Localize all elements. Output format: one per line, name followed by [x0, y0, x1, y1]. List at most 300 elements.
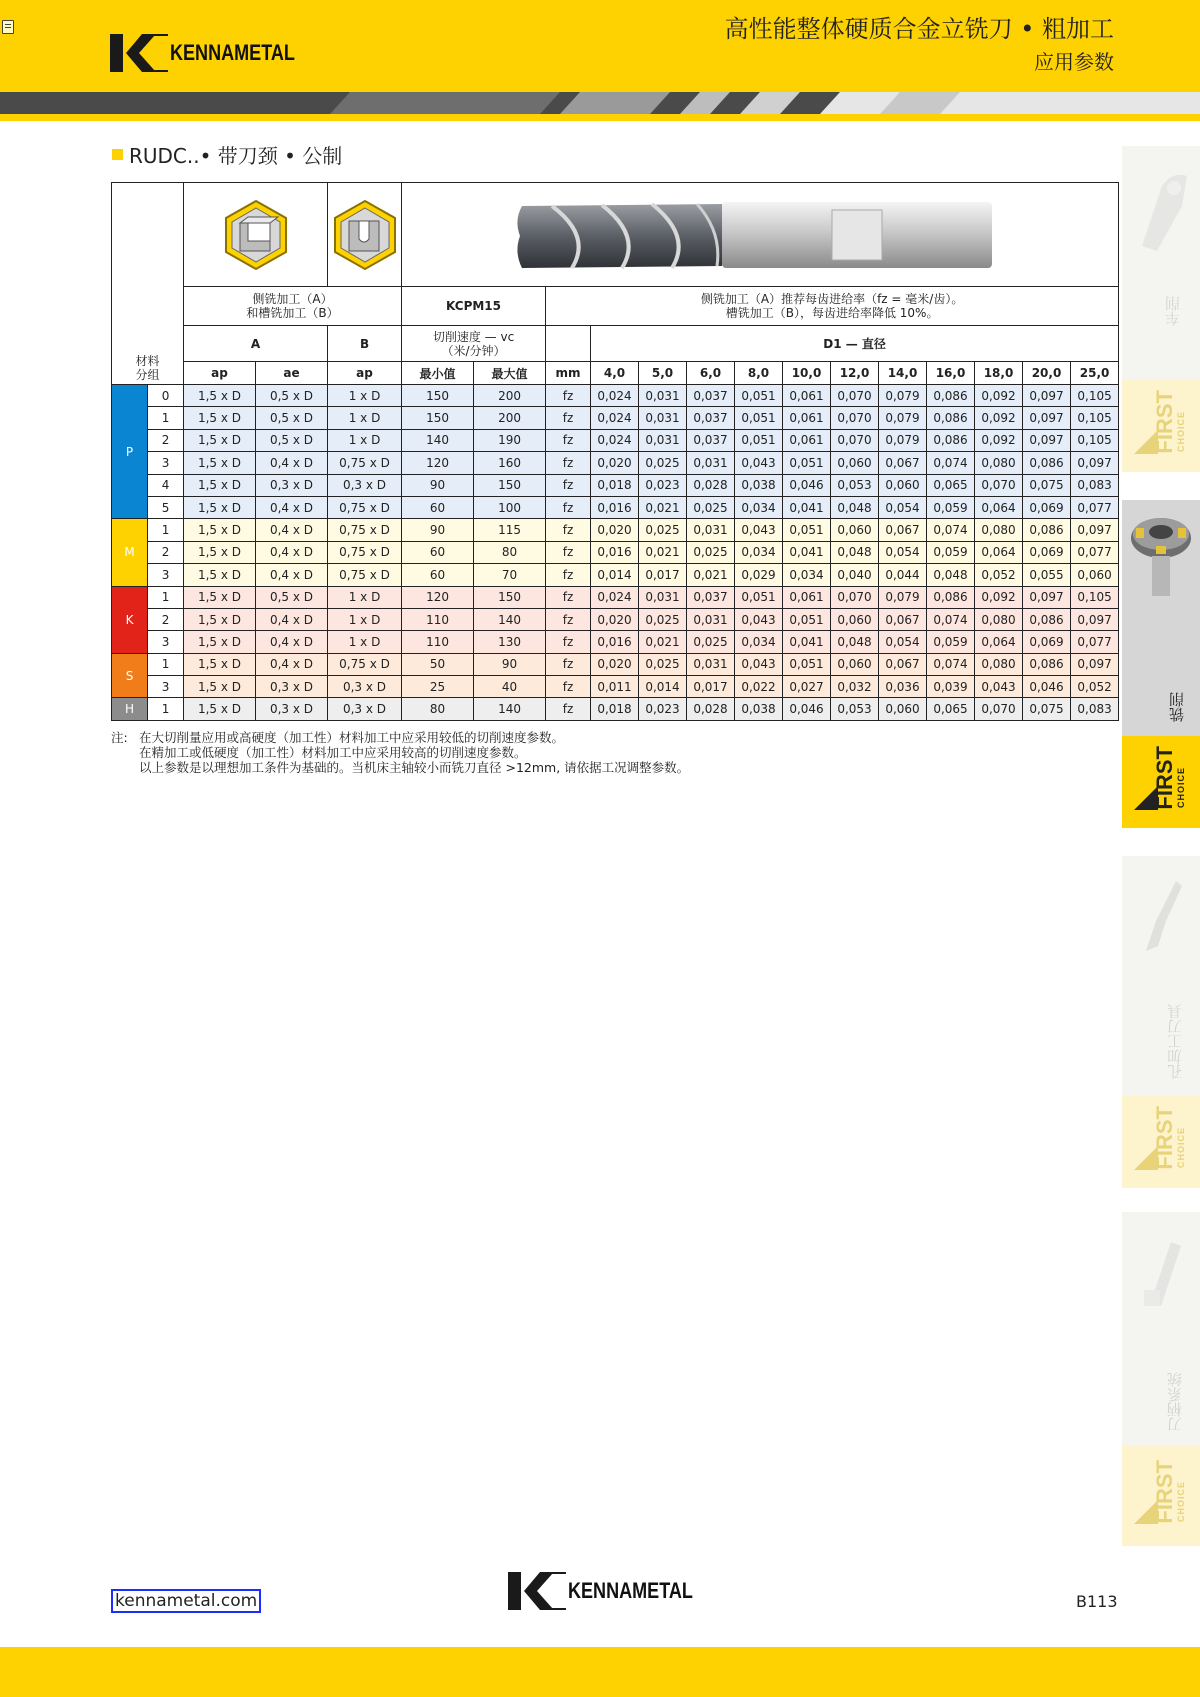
material-subgroup-cell: 1 — [148, 407, 184, 429]
unit-cell: fz — [546, 631, 591, 653]
square-bullet-icon — [112, 149, 123, 160]
feed-value-cell: 0,020 — [591, 653, 639, 675]
badge-choice: CHOICE — [1176, 766, 1186, 808]
feed-value-cell: 0,077 — [1071, 496, 1119, 518]
feed-value-cell: 0,020 — [591, 452, 639, 474]
milling-mode-header — [184, 287, 402, 326]
feed-value-cell: 0,025 — [639, 608, 687, 630]
feed-value-cell: 0,086 — [1023, 519, 1071, 541]
kennametal-k-icon — [508, 1572, 566, 1610]
feed-value-cell: 0,027 — [783, 676, 831, 698]
feed-value-cell: 0,086 — [927, 385, 975, 407]
mode-label-line2: 和槽铣加工（B） — [246, 306, 339, 320]
unit-cell: fz — [546, 385, 591, 407]
material-label-line1: 材料 — [135, 354, 160, 368]
vc-min-cell: 90 — [402, 474, 474, 496]
ae-cell: 0,4 x D — [256, 608, 328, 630]
feed-value-cell: 0,041 — [783, 496, 831, 518]
feed-value-cell: 0,075 — [1023, 474, 1071, 496]
feed-value-cell: 0,025 — [639, 519, 687, 541]
header-brand-text: KENNAMETAL — [170, 40, 295, 65]
feed-value-cell: 0,054 — [879, 496, 927, 518]
feed-value-cell: 0,041 — [783, 631, 831, 653]
feed-value-cell: 0,075 — [1023, 698, 1071, 720]
feed-value-cell: 0,080 — [975, 452, 1023, 474]
feed-value-cell: 0,079 — [879, 586, 927, 608]
feed-value-cell: 0,080 — [975, 653, 1023, 675]
ap-a-cell: 1,5 x D — [184, 474, 256, 496]
subheader-mm: mm — [546, 362, 591, 385]
ap-b-cell: 0,75 x D — [328, 653, 402, 675]
feed-value-cell: 0,083 — [1071, 698, 1119, 720]
subheader-ap-b: ap — [328, 362, 402, 385]
table-row — [112, 608, 1119, 630]
vc-max-cell: 80 — [474, 541, 546, 563]
feed-value-cell: 0,053 — [831, 474, 879, 496]
side-tab-holemaking[interactable] — [1122, 856, 1200, 1096]
vc-min-cell: 60 — [402, 564, 474, 586]
unit-cell: fz — [546, 452, 591, 474]
vc-max-cell: 130 — [474, 631, 546, 653]
feed-value-cell: 0,017 — [639, 564, 687, 586]
feed-value-cell: 0,086 — [1023, 608, 1071, 630]
feed-value-cell: 0,070 — [831, 407, 879, 429]
material-subgroup-cell: 0 — [148, 385, 184, 407]
feed-value-cell: 0,080 — [975, 519, 1023, 541]
material-subgroup-cell: 3 — [148, 564, 184, 586]
end-mill-image-cell — [402, 183, 1119, 287]
side-tab-tooling-first[interactable] — [1122, 1446, 1200, 1546]
ap-a-cell: 1,5 x D — [184, 586, 256, 608]
vc-max-cell: 200 — [474, 385, 546, 407]
feed-value-cell: 0,092 — [975, 429, 1023, 451]
feed-value-cell: 0,097 — [1023, 407, 1071, 429]
table-row — [112, 586, 1119, 608]
badge-choice: CHOICE — [1176, 410, 1186, 452]
feed-note-line1: 侧铣加工（A）推荐每齿进给率（fz = 毫米/齿）。 — [700, 292, 964, 306]
side-tab-turning[interactable] — [1122, 146, 1200, 380]
feed-value-cell: 0,011 — [591, 676, 639, 698]
vc-min-cell: 150 — [402, 385, 474, 407]
feed-value-cell: 0,097 — [1071, 452, 1119, 474]
feed-value-cell: 0,052 — [975, 564, 1023, 586]
feed-value-cell: 0,031 — [687, 653, 735, 675]
feed-value-cell: 0,051 — [735, 586, 783, 608]
feed-value-cell: 0,086 — [927, 429, 975, 451]
feed-value-cell: 0,024 — [591, 586, 639, 608]
table-row — [112, 564, 1119, 586]
side-milling-icon-cell — [184, 183, 328, 287]
feed-value-cell: 0,051 — [783, 519, 831, 541]
side-tab-tooling[interactable] — [1122, 1212, 1200, 1446]
material-subgroup-cell: 4 — [148, 474, 184, 496]
vc-min-cell: 60 — [402, 496, 474, 518]
feed-value-cell: 0,060 — [831, 608, 879, 630]
feed-value-cell: 0,021 — [687, 564, 735, 586]
vc-max-cell: 200 — [474, 407, 546, 429]
table-row — [112, 698, 1119, 720]
feed-value-cell: 0,060 — [879, 698, 927, 720]
unit-cell: fz — [546, 407, 591, 429]
unit-cell: fz — [546, 564, 591, 586]
diameter-col: 12,0 — [831, 362, 879, 385]
feed-value-cell: 0,014 — [639, 676, 687, 698]
feed-value-cell: 0,020 — [591, 608, 639, 630]
feed-value-cell: 0,016 — [591, 631, 639, 653]
feed-value-cell: 0,018 — [591, 474, 639, 496]
feed-value-cell: 0,065 — [927, 698, 975, 720]
material-subgroup-cell: 1 — [148, 698, 184, 720]
feed-value-cell: 0,105 — [1071, 385, 1119, 407]
ae-cell: 0,3 x D — [256, 676, 328, 698]
feed-value-cell: 0,039 — [927, 676, 975, 698]
feed-value-cell: 0,038 — [735, 474, 783, 496]
feed-value-cell: 0,031 — [687, 608, 735, 630]
diameter-col: 18,0 — [975, 362, 1023, 385]
tool-holder-icon — [1136, 1232, 1186, 1312]
feed-value-cell: 0,054 — [879, 541, 927, 563]
feed-value-cell: 0,060 — [831, 519, 879, 541]
footer-logo — [508, 1572, 720, 1610]
subheader-ae: ae — [256, 362, 328, 385]
material-subgroup-cell: 1 — [148, 586, 184, 608]
material-subgroup-cell: 3 — [148, 452, 184, 474]
vc-min-cell: 110 — [402, 608, 474, 630]
feed-value-cell: 0,070 — [975, 698, 1023, 720]
slot-milling-icon — [331, 199, 399, 271]
ae-cell: 0,3 x D — [256, 698, 328, 720]
feed-value-cell: 0,070 — [831, 429, 879, 451]
ap-b-cell: 0,75 x D — [328, 452, 402, 474]
material-subgroup-cell: 2 — [148, 429, 184, 451]
footer-brand-text: KENNAMETAL — [568, 1578, 693, 1603]
feed-value-cell: 0,055 — [1023, 564, 1071, 586]
header-stripe — [0, 92, 1200, 114]
material-group-cell: H — [112, 698, 148, 720]
feed-value-cell: 0,060 — [831, 653, 879, 675]
feed-value-cell: 0,016 — [591, 541, 639, 563]
unit-cell: fz — [546, 519, 591, 541]
feed-value-cell: 0,097 — [1023, 429, 1071, 451]
feed-value-cell: 0,069 — [1023, 541, 1071, 563]
table-row — [112, 385, 1119, 407]
ap-a-cell: 1,5 x D — [184, 385, 256, 407]
vc-max-cell: 100 — [474, 496, 546, 518]
side-tab-turning-first[interactable] — [1122, 380, 1200, 472]
vc-max-cell: 190 — [474, 429, 546, 451]
section-title-text: RUDC..• 带刀颈 • 公制 — [129, 144, 343, 168]
ae-cell: 0,4 x D — [256, 541, 328, 563]
cutting-parameters-table — [111, 182, 1119, 721]
feed-value-cell: 0,079 — [879, 407, 927, 429]
first-choice-badge — [1134, 1106, 1186, 1170]
feed-value-cell: 0,025 — [687, 541, 735, 563]
side-milling-icon — [222, 199, 290, 271]
feed-value-cell: 0,014 — [591, 564, 639, 586]
feed-value-cell: 0,074 — [927, 653, 975, 675]
feed-note-header — [546, 287, 1119, 326]
feed-value-cell: 0,069 — [1023, 631, 1071, 653]
feed-value-cell: 0,046 — [783, 474, 831, 496]
feed-value-cell: 0,034 — [735, 541, 783, 563]
material-group-cell: P — [112, 385, 148, 519]
feed-value-cell: 0,031 — [687, 452, 735, 474]
ap-a-cell: 1,5 x D — [184, 452, 256, 474]
ap-b-cell: 0,75 x D — [328, 541, 402, 563]
feed-note-line2: 槽铣加工（B），每齿进给率降低 10%。 — [725, 306, 939, 320]
diameter-col: 6,0 — [687, 362, 735, 385]
feed-value-cell: 0,022 — [735, 676, 783, 698]
ap-b-cell: 1 x D — [328, 429, 402, 451]
table-row — [112, 676, 1119, 698]
feed-value-cell: 0,037 — [687, 429, 735, 451]
ap-a-cell: 1,5 x D — [184, 608, 256, 630]
ap-b-cell: 1 x D — [328, 608, 402, 630]
subheader-ap-a: ap — [184, 362, 256, 385]
milling-label: 铣削 — [1168, 692, 1186, 722]
feed-value-cell: 0,064 — [975, 541, 1023, 563]
blank-header-cell — [546, 326, 591, 362]
feed-value-cell: 0,031 — [639, 385, 687, 407]
feed-value-cell: 0,051 — [783, 608, 831, 630]
ap-b-cell: 0,75 x D — [328, 564, 402, 586]
feed-value-cell: 0,018 — [591, 698, 639, 720]
vc-max-cell: 70 — [474, 564, 546, 586]
ae-cell: 0,5 x D — [256, 385, 328, 407]
feed-value-cell: 0,061 — [783, 407, 831, 429]
material-subgroup-cell: 3 — [148, 676, 184, 698]
feed-value-cell: 0,031 — [687, 519, 735, 541]
ae-cell: 0,5 x D — [256, 586, 328, 608]
unit-cell: fz — [546, 429, 591, 451]
col-a-header: A — [184, 326, 328, 362]
vc-max-cell: 140 — [474, 608, 546, 630]
feed-value-cell: 0,031 — [639, 586, 687, 608]
material-group-cell: M — [112, 519, 148, 586]
turning-label: 车削 — [1164, 296, 1182, 326]
material-group-header — [112, 183, 184, 385]
grade-header: KCPM15 — [402, 287, 546, 326]
side-tab-milling[interactable] — [1122, 500, 1200, 736]
badge-choice: CHOICE — [1176, 1480, 1186, 1522]
material-subgroup-cell: 3 — [148, 631, 184, 653]
feed-value-cell: 0,029 — [735, 564, 783, 586]
table-row — [112, 474, 1119, 496]
feed-value-cell: 0,060 — [831, 452, 879, 474]
ap-a-cell: 1,5 x D — [184, 676, 256, 698]
vc-max-cell: 90 — [474, 653, 546, 675]
vc-max-cell: 160 — [474, 452, 546, 474]
feed-value-cell: 0,043 — [735, 608, 783, 630]
header-logo — [110, 34, 322, 72]
turning-tool-icon — [1132, 166, 1192, 256]
feed-value-cell: 0,092 — [975, 407, 1023, 429]
material-group-cell: K — [112, 586, 148, 653]
speed-label-line2: （米/分钟） — [441, 343, 506, 358]
feed-value-cell: 0,065 — [927, 474, 975, 496]
side-tab-milling-first[interactable] — [1122, 736, 1200, 828]
feed-value-cell: 0,051 — [783, 653, 831, 675]
feed-value-cell: 0,017 — [687, 676, 735, 698]
feed-value-cell: 0,097 — [1023, 586, 1071, 608]
ap-b-cell: 1 x D — [328, 586, 402, 608]
feed-value-cell: 0,064 — [975, 631, 1023, 653]
feed-value-cell: 0,048 — [831, 631, 879, 653]
feed-value-cell: 0,043 — [735, 452, 783, 474]
feed-value-cell: 0,074 — [927, 519, 975, 541]
material-subgroup-cell: 5 — [148, 496, 184, 518]
website-link[interactable]: kennametal.com — [111, 1589, 261, 1613]
feed-value-cell: 0,060 — [879, 474, 927, 496]
ae-cell: 0,4 x D — [256, 653, 328, 675]
feed-value-cell: 0,034 — [783, 564, 831, 586]
note-line: 以上参数是以理想加工条件为基础的。当机床主轴较小而铣刀直径 >12mm, 请依据工况调整参数。 — [139, 760, 690, 775]
tooling-label: 刀柄系统 — [1166, 1372, 1184, 1432]
diameter-col: 5,0 — [639, 362, 687, 385]
feed-value-cell: 0,016 — [591, 496, 639, 518]
feed-value-cell: 0,105 — [1071, 407, 1119, 429]
feed-value-cell: 0,034 — [735, 631, 783, 653]
feed-value-cell: 0,048 — [927, 564, 975, 586]
first-choice-badge — [1134, 746, 1186, 810]
vc-max-cell: 115 — [474, 519, 546, 541]
material-label-line2: 分组 — [135, 368, 160, 382]
table-row — [112, 429, 1119, 451]
badge-word: FIRST — [1152, 390, 1177, 454]
feed-value-cell: 0,046 — [1023, 676, 1071, 698]
unit-cell: fz — [546, 676, 591, 698]
vc-min-cell: 60 — [402, 541, 474, 563]
table-row — [112, 519, 1119, 541]
feed-value-cell: 0,021 — [639, 541, 687, 563]
material-subgroup-cell: 2 — [148, 608, 184, 630]
header-stripe-yellow — [0, 114, 1200, 121]
diameter-col: 16,0 — [927, 362, 975, 385]
footer-bar — [0, 1647, 1200, 1697]
subheader-min: 最小值 — [402, 362, 474, 385]
feed-value-cell: 0,024 — [591, 429, 639, 451]
feed-value-cell: 0,031 — [639, 429, 687, 451]
vc-min-cell: 25 — [402, 676, 474, 698]
ae-cell: 0,3 x D — [256, 474, 328, 496]
feed-value-cell: 0,070 — [831, 385, 879, 407]
header-title: 高性能整体硬质合金立铣刀 • 粗加工 — [724, 15, 1114, 43]
cutting-speed-header — [402, 326, 546, 362]
ae-cell: 0,4 x D — [256, 631, 328, 653]
notes-label: 注: — [111, 730, 128, 745]
ae-cell: 0,4 x D — [256, 519, 328, 541]
note-line: 在大切削量应用或高硬度（加工性）材料加工中应采用较低的切削速度参数。 — [139, 730, 565, 745]
notes-block — [111, 730, 689, 775]
feed-value-cell: 0,054 — [879, 631, 927, 653]
feed-value-cell: 0,025 — [687, 631, 735, 653]
feed-value-cell: 0,043 — [735, 653, 783, 675]
feed-value-cell: 0,086 — [927, 407, 975, 429]
feed-value-cell: 0,097 — [1071, 608, 1119, 630]
feed-value-cell: 0,097 — [1071, 653, 1119, 675]
feed-value-cell: 0,092 — [975, 586, 1023, 608]
col-b-header: B — [328, 326, 402, 362]
feed-value-cell: 0,059 — [927, 541, 975, 563]
page-number: B113 — [1076, 1592, 1118, 1611]
ap-a-cell: 1,5 x D — [184, 541, 256, 563]
feed-value-cell: 0,086 — [1023, 653, 1071, 675]
table-row — [112, 496, 1119, 518]
ae-cell: 0,5 x D — [256, 407, 328, 429]
feed-value-cell: 0,080 — [975, 608, 1023, 630]
feed-value-cell: 0,067 — [879, 452, 927, 474]
feed-value-cell: 0,041 — [783, 541, 831, 563]
speed-label-line1: 切削速度 — vc — [432, 329, 515, 344]
feed-value-cell: 0,032 — [831, 676, 879, 698]
feed-value-cell: 0,037 — [687, 586, 735, 608]
feed-value-cell: 0,025 — [687, 496, 735, 518]
vc-max-cell: 40 — [474, 676, 546, 698]
feed-value-cell: 0,092 — [975, 385, 1023, 407]
feed-value-cell: 0,079 — [879, 429, 927, 451]
ae-cell: 0,4 x D — [256, 564, 328, 586]
feed-value-cell: 0,079 — [879, 385, 927, 407]
feed-value-cell: 0,048 — [831, 541, 879, 563]
feed-value-cell: 0,067 — [879, 519, 927, 541]
feed-value-cell: 0,021 — [639, 631, 687, 653]
feed-value-cell: 0,069 — [1023, 496, 1071, 518]
feed-value-cell: 0,059 — [927, 496, 975, 518]
feed-value-cell: 0,028 — [687, 698, 735, 720]
feed-value-cell: 0,052 — [1071, 676, 1119, 698]
feed-value-cell: 0,061 — [783, 429, 831, 451]
feed-value-cell: 0,070 — [975, 474, 1023, 496]
feed-value-cell: 0,060 — [1071, 564, 1119, 586]
feed-value-cell: 0,077 — [1071, 631, 1119, 653]
page-header — [0, 0, 1200, 92]
feed-value-cell: 0,077 — [1071, 541, 1119, 563]
ap-a-cell: 1,5 x D — [184, 564, 256, 586]
material-subgroup-cell: 1 — [148, 653, 184, 675]
feed-value-cell: 0,086 — [1023, 452, 1071, 474]
feed-value-cell: 0,036 — [879, 676, 927, 698]
badge-word: FIRST — [1152, 1106, 1177, 1170]
feed-value-cell: 0,048 — [831, 496, 879, 518]
feed-value-cell: 0,086 — [927, 586, 975, 608]
holemaking-label: 孔加工刀具 — [1166, 1004, 1184, 1079]
diameter-header: D1 — 直径 — [591, 326, 1119, 362]
milling-cutter-icon — [1128, 508, 1194, 598]
feed-value-cell: 0,040 — [831, 564, 879, 586]
feed-value-cell: 0,025 — [639, 452, 687, 474]
vc-min-cell: 120 — [402, 586, 474, 608]
diameter-col: 25,0 — [1071, 362, 1119, 385]
diameter-col: 20,0 — [1023, 362, 1071, 385]
ap-b-cell: 1 x D — [328, 407, 402, 429]
side-tab-holemaking-first[interactable] — [1122, 1096, 1200, 1188]
ap-b-cell: 0,75 x D — [328, 496, 402, 518]
feed-value-cell: 0,061 — [783, 385, 831, 407]
vc-min-cell: 120 — [402, 452, 474, 474]
diameter-col: 4,0 — [591, 362, 639, 385]
feed-value-cell: 0,105 — [1071, 586, 1119, 608]
subheader-max: 最大值 — [474, 362, 546, 385]
feed-value-cell: 0,074 — [927, 452, 975, 474]
end-mill-image — [512, 192, 992, 278]
ap-b-cell: 0,3 x D — [328, 676, 402, 698]
table-row — [112, 631, 1119, 653]
material-subgroup-cell: 2 — [148, 541, 184, 563]
header-subtitle: 应用参数 — [1034, 50, 1114, 74]
note-icon[interactable] — [2, 20, 14, 34]
feed-value-cell: 0,083 — [1071, 474, 1119, 496]
feed-value-cell: 0,051 — [735, 407, 783, 429]
